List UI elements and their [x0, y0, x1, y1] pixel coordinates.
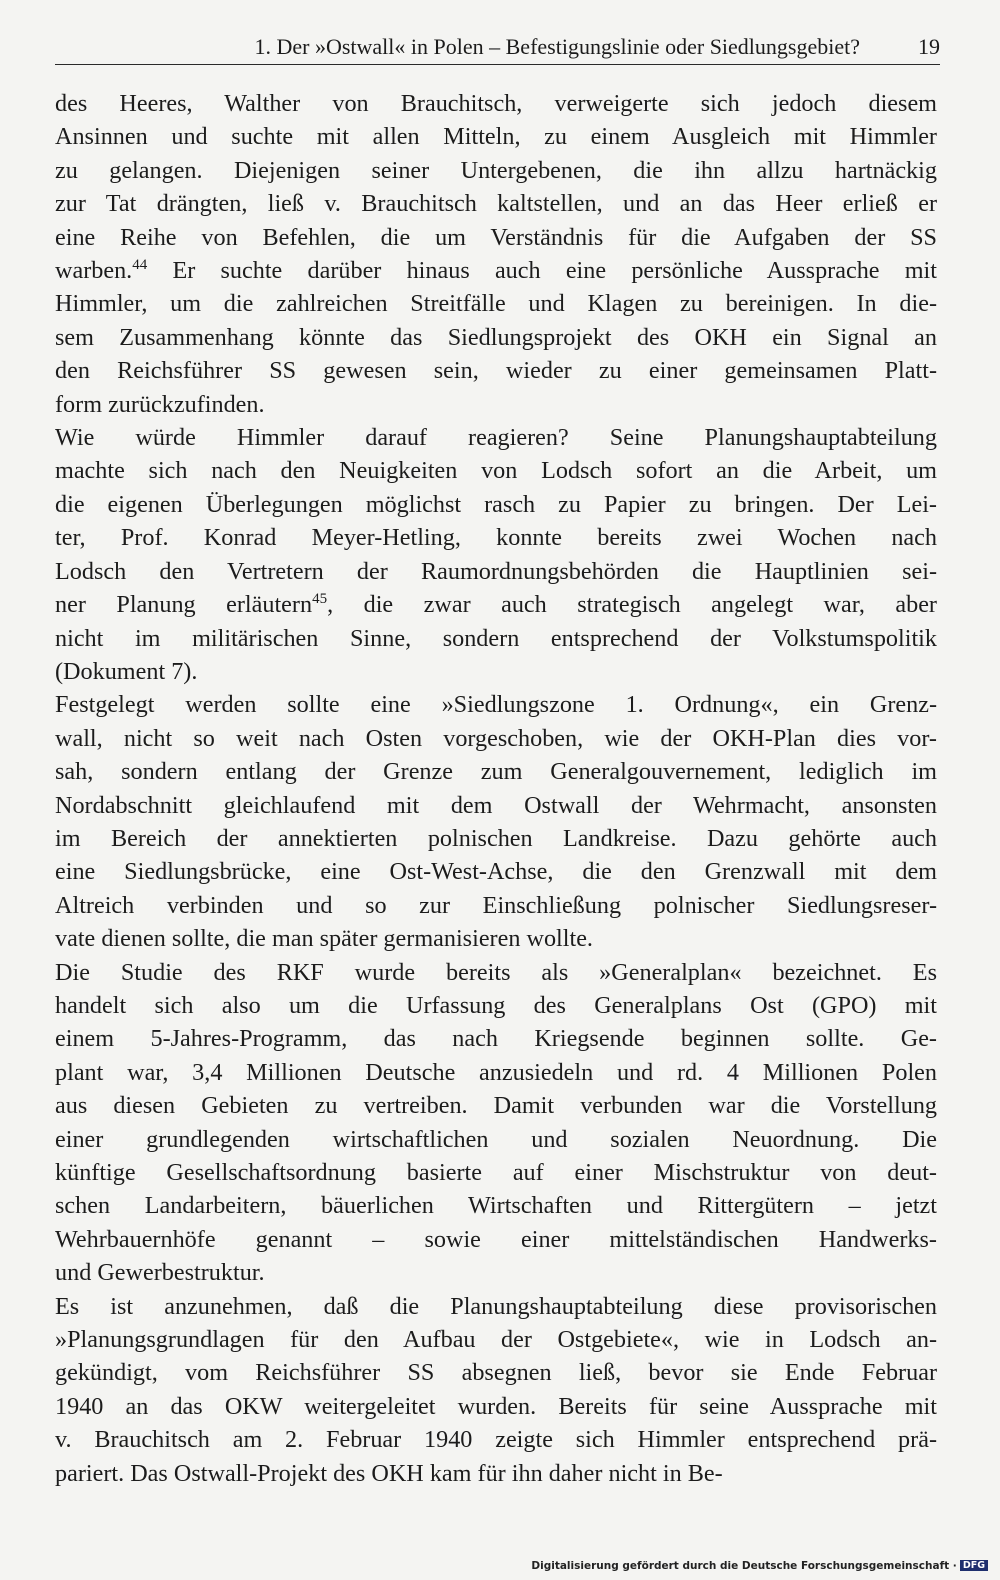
- text-line: die eigenen Überlegungen möglichst rasch zu Papier zu bringen. Der Lei-: [55, 490, 937, 518]
- text-segment: warben.: [55, 257, 133, 285]
- text-line: zu gelangen. Diejenigen seiner Untergebenen, die ihn allzu hartnäckig: [55, 156, 937, 184]
- text-line: eine Reihe von Befehlen, die um Verständnis für die Aufgaben der SS: [55, 223, 937, 251]
- paragraph: [55, 688, 937, 955]
- text-line: vate dienen sollte, die man später germanisieren wollte.: [55, 925, 593, 953]
- paragraph: [55, 956, 937, 1290]
- text-line: Es ist anzunehmen, daß die Planungshauptabteilung diese provisorischen: [55, 1292, 937, 1320]
- digitization-footer: [531, 1560, 988, 1572]
- text-line: handelt sich also um die Urfassung des Generalplans Ost (GPO) mit: [55, 991, 937, 1019]
- paragraph: [55, 421, 937, 688]
- text-line: Wie würde Himmler darauf reagieren? Seine Planungshauptabteilung: [55, 424, 937, 452]
- text-line: sah, sondern entlang der Grenze zum Generalgouvernement, lediglich im: [55, 758, 937, 786]
- text-line: den Reichsführer SS gewesen sein, wieder zu einer gemeinsamen Platt-: [55, 357, 937, 385]
- text-line: im Bereich der annektierten polnischen Landkreise. Dazu gehörte auch: [55, 824, 937, 852]
- text-line: Ansinnen und suchte mit allen Mitteln, zu einem Ausgleich mit Himmler: [55, 123, 937, 151]
- text-line: wall, nicht so weit nach Osten vorgeschoben, wie der OKH-Plan dies vor-: [55, 724, 937, 752]
- text-line: einem 5-Jahres-Programm, das nach Kriegsende beginnen sollte. Ge-: [55, 1025, 937, 1053]
- text-line: machte sich nach den Neuigkeiten von Lodsch sofort an die Arbeit, um: [55, 457, 937, 485]
- text-line: plant war, 3,4 Millionen Deutsche anzusiedeln und rd. 4 Millionen Polen: [55, 1058, 937, 1086]
- text-line: Altreich verbinden und so zur Einschließung polnischer Siedlungsreser-: [55, 891, 937, 919]
- dfg-logo: DFG: [960, 1560, 988, 1571]
- text-line: 1940 an das OKW weitergeleitet wurden. Bereits für seine Aussprache mit: [55, 1392, 937, 1420]
- footnote-marker: 44: [132, 257, 148, 274]
- chapter-title: 1. Der »Ostwall« in Polen – Befestigungslinie oder Siedlungsgebiet?: [254, 34, 860, 59]
- text-line: sem Zusammenhang könnte das Siedlungsprojekt des OKH ein Signal an: [55, 323, 937, 351]
- text-line: Festgelegt werden sollte eine »Siedlungszone 1. Ordnung«, ein Grenz-: [55, 691, 937, 719]
- body-text: [55, 87, 937, 1490]
- text-line: und Gewerbestruktur.: [55, 1259, 265, 1287]
- footer-text: Digitalisierung gefördert durch die Deutsche Forschungsgemeinschaft ·: [531, 1560, 957, 1572]
- text-line: pariert. Das Ostwall-Projekt des OKH kam für ihn daher nicht in Be-: [55, 1459, 723, 1487]
- text-line: zur Tat drängten, ließ v. Brauchitsch kaltstellen, und an das Heer erließ er: [55, 190, 937, 218]
- text-line: Die Studie des RKF wurde bereits als »Generalplan« bezeichnet. Es: [55, 958, 937, 986]
- text-line: [55, 254, 937, 287]
- footnote-marker: 45: [312, 591, 328, 608]
- text-line: [55, 588, 937, 621]
- text-line: einer grundlegenden wirtschaftlichen und sozialen Neuordnung. Die: [55, 1125, 937, 1153]
- text-line: nicht im militärischen Sinne, sondern entsprechend der Volkstumspolitik: [55, 624, 937, 652]
- text-line: Wehrbauernhöfe genannt – sowie einer mittelständischen Handwerks-: [55, 1225, 937, 1253]
- text-segment: ner Planung erläutern: [55, 591, 313, 619]
- text-line: form zurückzufinden.: [55, 390, 265, 418]
- text-line: ter, Prof. Konrad Meyer-Hetling, konnte bereits zwei Wochen nach: [55, 524, 937, 552]
- running-head: [55, 30, 940, 65]
- page-number: 19: [918, 34, 940, 59]
- text-line: Nordabschnitt gleichlaufend mit dem Ostwall der Wehrmacht, ansonsten: [55, 791, 937, 819]
- text-line: v. Brauchitsch am 2. Februar 1940 zeigte sich Himmler entsprechend prä-: [55, 1426, 937, 1454]
- text-line: schen Landarbeitern, bäuerlichen Wirtschaften und Rittergütern – jetzt: [55, 1192, 937, 1220]
- text-line: Lodsch den Vertretern der Raumordnungsbehörden die Hauptlinien sei-: [55, 557, 937, 585]
- text-line: aus diesen Gebieten zu vertreiben. Damit verbunden war die Vorstellung: [55, 1092, 937, 1120]
- text-line: des Heeres, Walther von Brauchitsch, verweigerte sich jedoch diesem: [55, 90, 937, 117]
- paragraph: [55, 87, 937, 421]
- text-segment: Er suchte darüber hinaus auch eine persönliche Aussprache mit: [147, 257, 937, 285]
- text-line: gekündigt, vom Reichsführer SS absegnen ließ, bevor sie Ende Februar: [55, 1359, 937, 1387]
- text-segment: , die zwar auch strategisch angelegt war, aber: [327, 591, 937, 619]
- text-line: Himmler, um die zahlreichen Streitfälle und Klagen zu bereinigen. In die-: [55, 290, 937, 318]
- paragraph: [55, 1290, 937, 1490]
- text-line: künftige Gesellschaftsordnung basierte auf einer Mischstruktur von deut-: [55, 1159, 937, 1186]
- text-line: (Dokument 7).: [55, 657, 198, 685]
- text-line: »Planungsgrundlagen für den Aufbau der Ostgebiete«, wie in Lodsch an-: [55, 1326, 937, 1354]
- text-line: eine Siedlungsbrücke, eine Ost-West-Achse, die den Grenzwall mit dem: [55, 858, 937, 886]
